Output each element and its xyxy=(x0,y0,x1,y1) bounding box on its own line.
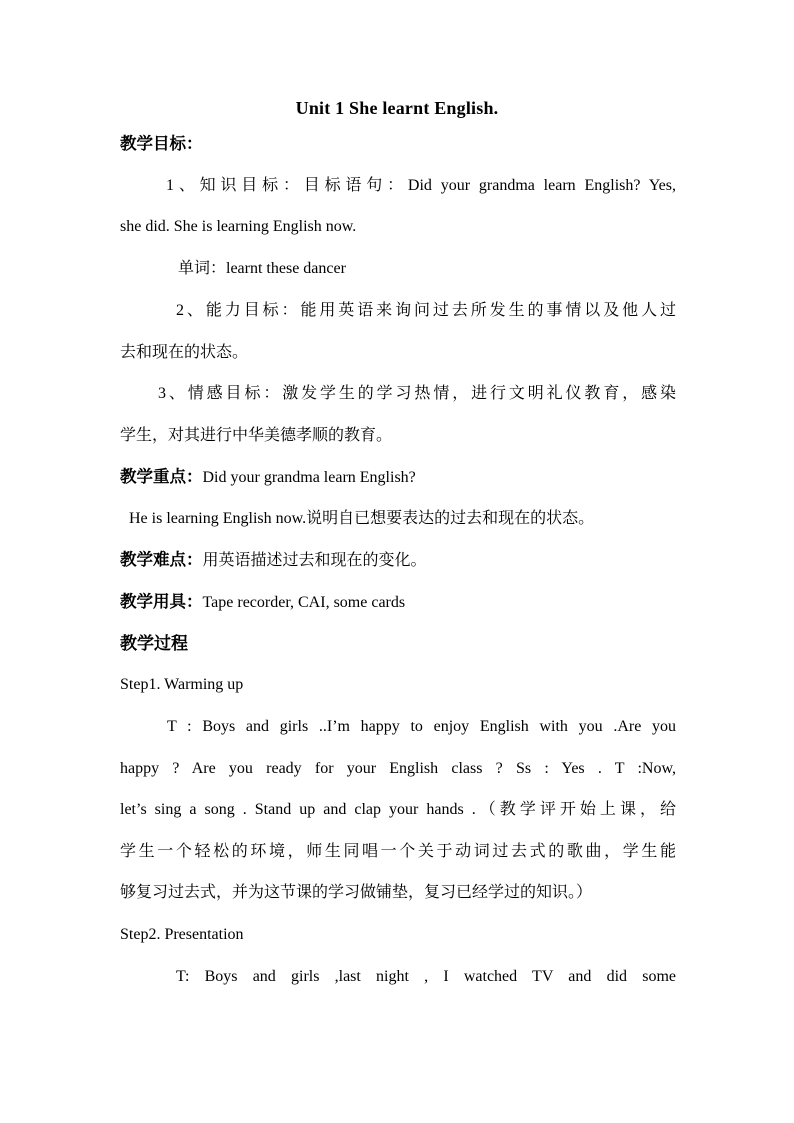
step1-line3: let’s sing a song . Stand up and clap your hands .（教学评开始上课，给 xyxy=(120,801,676,818)
tools-label: 教学用具： xyxy=(120,592,203,611)
step1-heading: Step1. Warming up xyxy=(120,676,244,693)
key-points-value: Did your grandma learn English? xyxy=(202,469,416,486)
vocabulary-line: 单词：learnt these dancer xyxy=(178,260,346,277)
document-title: Unit 1 She learnt English. xyxy=(295,98,499,118)
teaching-goals-heading: 教学目标： xyxy=(120,134,203,153)
key-points-line2: He is learning English now.说明自已想要表达的过去和现在的状态。 xyxy=(129,510,595,527)
difficulty-value: 用英语描述过去和现在的变化。 xyxy=(202,552,427,569)
key-points-label: 教学重点： xyxy=(120,467,203,486)
goal1-line2: she did. She is learning English now. xyxy=(120,218,357,235)
goal2-line1: 2、能力目标：能用英语来询问过去所发生的事情以及他人过 xyxy=(176,302,676,319)
goal2-line2: 去和现在的状态。 xyxy=(120,344,249,361)
key-points-line xyxy=(120,465,676,490)
difficulty-label: 教学难点： xyxy=(120,550,203,569)
process-heading: 教学过程 xyxy=(120,634,188,653)
goal1-line1: 1、知识目标：目标语句：Did your grandma learn English? Yes, xyxy=(166,177,676,194)
step2-heading: Step2. Presentation xyxy=(120,926,244,943)
tools-line xyxy=(120,590,676,615)
difficulty-line xyxy=(120,548,676,573)
step1-line1: T : Boys and girls ..I’m happy to enjoy English with you .Are you xyxy=(167,718,676,735)
goal3-line1: 3、情感目标：激发学生的学习热情，进行文明礼仪教育，感染 xyxy=(158,385,676,402)
step1-line5: 够复习过去式，并为这节课的学习做铺垫，复习已经学过的知识。） xyxy=(120,884,593,901)
step2-line1: T: Boys and girls ,last night , I watched TV and did some xyxy=(176,968,676,985)
step1-line2: happy ? Are you ready for your English class ? Ss : Yes . T :Now, xyxy=(120,760,676,777)
tools-value: Tape recorder, CAI, some cards xyxy=(202,594,406,611)
goal3-line2: 学生，对其进行中华美德孝顺的教育。 xyxy=(120,427,393,444)
step1-line4: 学生一个轻松的环境，师生同唱一个关于动词过去式的歌曲，学生能 xyxy=(120,843,676,860)
